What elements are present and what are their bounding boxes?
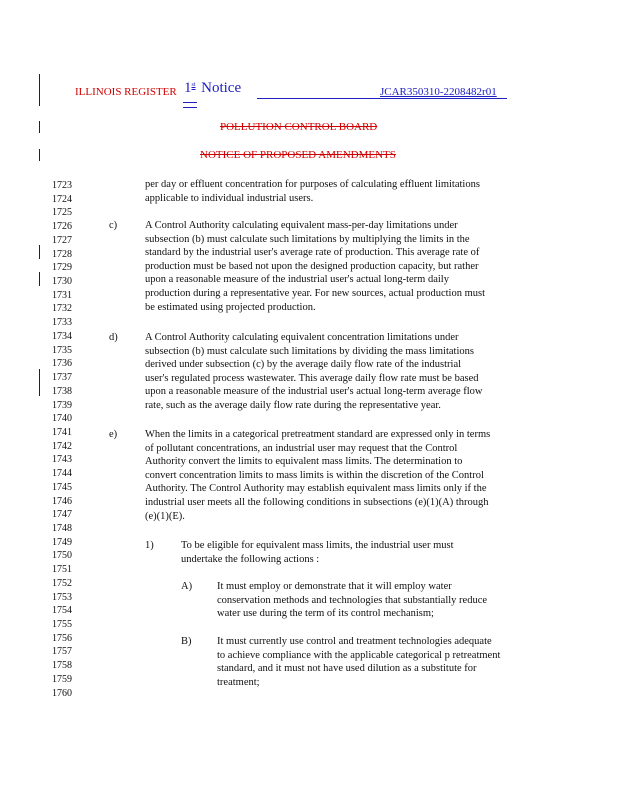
- notice-title: NOTICE OF PROPOSED AMENDMENTS: [200, 149, 396, 161]
- notice-number: 1: [184, 80, 192, 96]
- change-bar: [39, 149, 40, 161]
- register-title: ILLINOIS REGISTER: [75, 86, 177, 98]
- text-line: It must currently use control and treatment technologies adequate: [217, 636, 492, 647]
- change-bar: [39, 121, 40, 133]
- section-B-label: B): [181, 636, 192, 647]
- line-number: 1729: [52, 262, 72, 274]
- line-number: 1732: [52, 303, 72, 315]
- line-number: 1741: [52, 426, 72, 438]
- line-number: 1746: [52, 495, 72, 507]
- line-number: 1747: [52, 509, 72, 521]
- text-line: undertake the following actions :: [181, 553, 320, 565]
- line-number: 1723: [52, 180, 72, 191]
- doc-id: JCAR350310-2208482r01: [380, 86, 497, 98]
- text-line: upon a reasonable measure of the industrial user's actual long-term average flow: [145, 386, 483, 398]
- section-e-text: [145, 428, 490, 523]
- text-line: per day or effluent concentration for purposes of calculating effluent limitations: [145, 179, 480, 190]
- line-number: 1727: [52, 234, 72, 246]
- board-title: POLLUTION CONTROL BOARD: [220, 121, 378, 133]
- text-line: of pollutant concentrations, an industrial user may request that the Control: [145, 442, 458, 454]
- section-c-text: [145, 219, 485, 314]
- line-number: 1745: [52, 481, 72, 493]
- line-number: 1734: [52, 330, 72, 342]
- text-line: subsection (b) must calculate such limitations by dividing the mass limitations: [145, 345, 474, 357]
- line-number: 1758: [52, 660, 72, 672]
- section-A-label: A): [181, 581, 193, 592]
- text-line: A Control Authority calculating equivalent concentration limitations under: [145, 332, 459, 343]
- line-number: 1750: [52, 550, 72, 562]
- line-number: 1733: [52, 317, 72, 329]
- text-line: standard, and it must not have used dilution as a substitute for: [217, 663, 477, 675]
- text-line: derived under subsection (c) by the average daily flow rate of the industrial: [145, 359, 462, 371]
- line-number: 1726: [52, 221, 72, 233]
- line-number: 1738: [52, 385, 72, 397]
- text-line: industrial user meets all the following conditions in subsections (e)(1)(A) through: [145, 496, 489, 508]
- line-number: 1731: [52, 289, 72, 301]
- section-e-label: e): [109, 429, 118, 440]
- line-number: 1757: [52, 646, 72, 658]
- section-e1-label: 1): [145, 540, 154, 551]
- line-number: 1760: [52, 687, 72, 699]
- section-d-label: d): [109, 332, 118, 343]
- line-number: 1756: [52, 632, 72, 644]
- text-line: To be eligible for equivalent mass limits, the industrial user must: [181, 540, 454, 551]
- text-line: be estimated using projected production.: [145, 301, 316, 313]
- line-number: 1751: [52, 564, 72, 576]
- text-line: treatment;: [217, 676, 260, 688]
- line-number: 1749: [52, 536, 72, 548]
- line-number: 1737: [52, 372, 72, 384]
- text-line: applicable to individual industrial users.: [145, 192, 314, 204]
- line-number: 1753: [52, 591, 72, 603]
- notice-underline: [257, 98, 507, 99]
- text-line: production must be based not upon the designed production capacity, but rather: [145, 260, 479, 272]
- intro-text: [145, 178, 480, 205]
- notice-label: Notice: [201, 80, 242, 96]
- notice-superscript: st: [191, 82, 196, 88]
- text-line: Authority. The Control Authority may establish equivalent mass limits only if the: [145, 483, 487, 495]
- line-number: 1755: [52, 619, 72, 631]
- line-number: 1736: [52, 358, 72, 370]
- section-c-label: c): [109, 220, 118, 231]
- text-line: rate, such as the average daily flow rate during the representative year.: [145, 399, 441, 411]
- text-line: When the limits in a categorical pretreatment standard are expressed only in terms: [145, 429, 491, 440]
- text-line: convert concentration limits to mass limits is within the discretion of the Control: [145, 469, 484, 481]
- line-number: 1742: [52, 440, 72, 452]
- notice-double-underline: [183, 102, 197, 108]
- line-number: 1730: [52, 276, 72, 288]
- text-line: (e)(1)(E).: [145, 510, 185, 522]
- line-number: 1725: [52, 207, 72, 219]
- section-B-text: [217, 635, 500, 689]
- line-number: 1739: [52, 399, 72, 411]
- section-e1-text: [181, 539, 454, 566]
- section-d-text: [145, 331, 482, 413]
- line-number: 1748: [52, 523, 72, 534]
- line-number: 1743: [52, 454, 72, 466]
- text-line: It must employ or demonstrate that it will employ water: [217, 581, 452, 592]
- line-number: 1752: [52, 577, 72, 589]
- line-number: 1724: [52, 193, 72, 205]
- text-line: to achieve compliance with the applicable categorical p retreatment: [217, 649, 501, 661]
- line-number: 1754: [52, 605, 72, 617]
- text-line: water use during the term of its control mechanism;: [217, 608, 434, 620]
- line-number: 1735: [52, 344, 72, 356]
- text-line: upon a reasonable measure of the industrial user's actual long-term daily: [145, 274, 449, 286]
- line-number: 1759: [52, 673, 72, 685]
- notice-marker: [184, 80, 241, 97]
- text-line: A Control Authority calculating equivalent mass-per-day limitations under: [145, 220, 458, 231]
- section-A-text: [217, 580, 487, 621]
- line-number: 1744: [52, 468, 72, 480]
- text-line: production during a representative year. For new sources, actual production must: [145, 287, 485, 299]
- text-line: Authority convert the limits to equivalent mass limits. The determination to: [145, 456, 463, 468]
- text-line: standard by the industrial user's average rate of production. This average rate of: [145, 247, 480, 259]
- text-line: subsection (b) must calculate such limitations by multiplying the limits in the: [145, 233, 470, 245]
- change-bar: [39, 74, 40, 106]
- text-line: user's regulated process wastewater. This average daily flow rate must be based: [145, 372, 479, 384]
- line-number: 1740: [52, 413, 72, 425]
- line-number: 1728: [52, 248, 72, 260]
- text-line: conservation methods and technologies that substantially reduce: [217, 594, 488, 606]
